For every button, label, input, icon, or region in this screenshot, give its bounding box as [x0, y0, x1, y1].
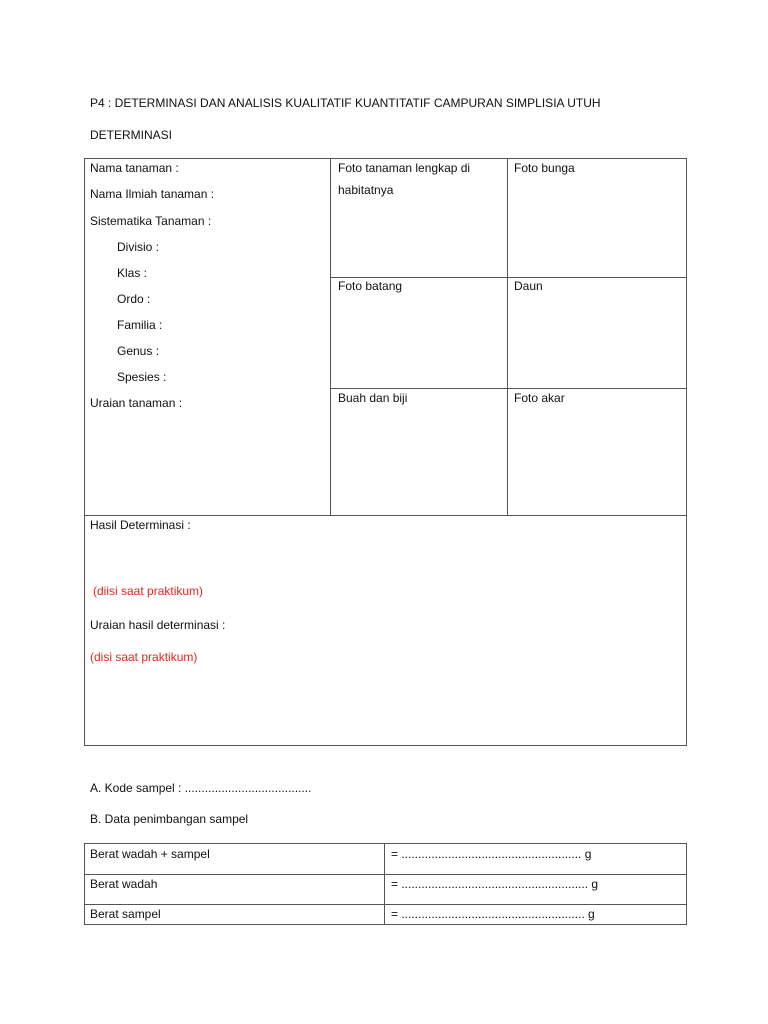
hasil-determinasi-label: Hasil Determinasi :	[90, 518, 191, 532]
weighing-label-wadah-sampel: Berat wadah + sampel	[90, 847, 210, 861]
foto-lengkap-label: Foto tanaman lengkap di	[338, 161, 471, 175]
weighing-value-wadah-sampel: = ...................................................... g	[391, 847, 592, 861]
foto-lengkap-label-2: habitatnya	[338, 183, 394, 197]
uraian-hasil-note: (disi saat praktikum)	[90, 650, 198, 664]
foto-akar-label: Foto akar	[514, 391, 565, 405]
foto-bunga-label: Foto bunga	[514, 161, 575, 175]
weighing-value-wadah: = ........................................................ g	[391, 877, 599, 891]
nama-tanaman-label: Nama tanaman :	[90, 161, 179, 175]
familia-label: Familia :	[117, 318, 163, 332]
buah-biji-label: Buah dan biji	[338, 391, 408, 405]
sistematika-label: Sistematika Tanaman :	[90, 214, 212, 228]
weighing-label-sampel: Berat sampel	[90, 907, 161, 921]
daun-label: Daun	[514, 279, 543, 293]
kode-sampel: A. Kode sampel : ......................................	[90, 781, 312, 795]
hasil-note: (diisi saat praktikum)	[93, 584, 204, 598]
uraian-tanaman-label: Uraian tanaman :	[90, 396, 183, 410]
foto-batang-label: Foto batang	[338, 279, 403, 293]
weighing-label-wadah: Berat wadah	[90, 877, 158, 891]
klas-label: Klas :	[117, 266, 148, 280]
spesies-label: Spesies :	[117, 370, 167, 384]
uraian-hasil-label: Uraian hasil determinasi :	[90, 618, 226, 632]
page-title: P4 : DETERMINASI DAN ANALISIS KUALITATIF KUANTITATIF CAMPURAN SIMPLISIA UTUH	[90, 96, 601, 110]
section-heading: DETERMINASI	[90, 128, 173, 142]
genus-label: Genus :	[117, 344, 160, 358]
weighing-value-sampel: = ....................................................... g	[391, 907, 595, 921]
data-penimbangan-heading: B. Data penimbangan sampel	[90, 812, 249, 826]
ordo-label: Ordo :	[117, 292, 151, 306]
nama-ilmiah-label: Nama Ilmiah tanaman :	[90, 187, 215, 201]
divisio-label: Divisio :	[117, 240, 160, 254]
